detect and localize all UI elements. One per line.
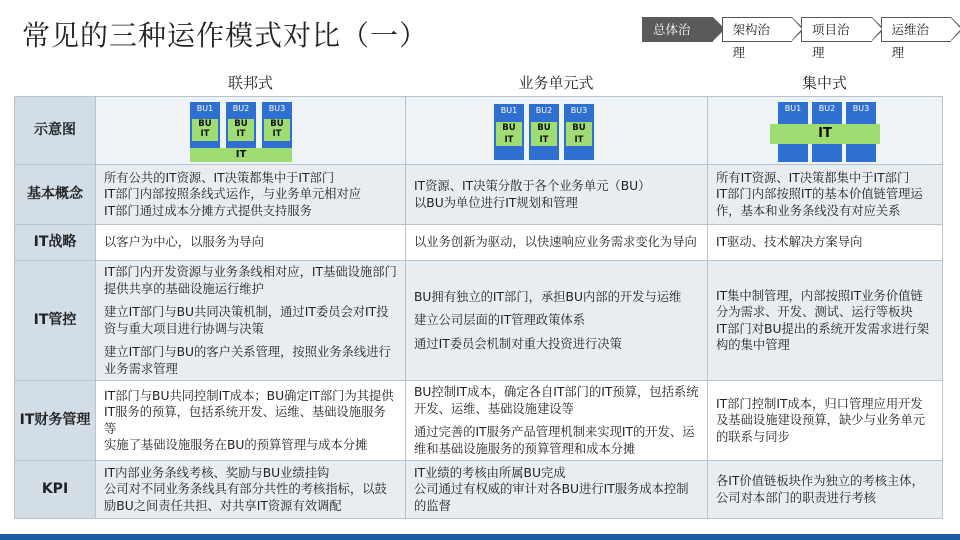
- federated-diagram: [96, 97, 406, 165]
- cell: [96, 461, 406, 519]
- cell-paragraph: BU拥有独立的IT部门，承担BU内部的开发与运维: [414, 289, 682, 304]
- business-unit-diagram: [406, 97, 708, 165]
- cell: [406, 381, 708, 461]
- table-row: [15, 461, 943, 519]
- cell-line: IT内部业务条线考核、奖励与BU业绩挂钩: [104, 465, 330, 480]
- comparison-table: [14, 96, 943, 519]
- page-title: 常见的三种运作模式对比（一）: [22, 19, 429, 52]
- cell: [96, 381, 406, 461]
- cell: [406, 165, 708, 225]
- cell: [96, 261, 406, 381]
- cell-line: IT部门对BU提出的系统开发需求进行架构的集中管理: [716, 321, 930, 352]
- table-row: [15, 381, 943, 461]
- footer-bar: [0, 534, 960, 540]
- cell-paragraph: 建立公司层面的IT管理政策体系: [414, 313, 585, 328]
- cell-paragraph: 建立IT部门与BU共同决策机制，通过IT委员会对IT投资与重大项目进行协调与决策: [104, 305, 389, 336]
- cell-line: IT部门通过成本分摊方式提供支持服务: [104, 203, 312, 218]
- nav-step-ops-governance[interactable]: 运维治理: [881, 17, 952, 42]
- cell: [406, 261, 708, 381]
- row-header: IT财务管理: [15, 381, 96, 461]
- bu-it-box: BU IT: [264, 119, 290, 141]
- cell: [406, 461, 708, 519]
- cell: [708, 261, 943, 381]
- cell-line: 以BU为单位进行IT规划和管理: [414, 195, 578, 210]
- table-row: [15, 97, 943, 165]
- cell-line: 所有IT资源、IT决策都集中于IT部门: [716, 170, 910, 185]
- cell-paragraph: 建立IT部门与BU的客户关系管理，按照业务条线进行业务需求管理: [104, 345, 391, 376]
- column-header-centralized: 集中式: [801, 74, 847, 92]
- cell-line: IT部门内部按照条线式运作，与业务单元相对应: [104, 187, 362, 202]
- row-header: KPI: [15, 461, 96, 519]
- cell: 以业务创新为驱动，以快速响应业务需求变化为导向: [406, 225, 708, 261]
- cell-line: 实施了基础设施服务在BU的预算管理与成本分摊: [104, 438, 368, 452]
- bu-box: BU2: [812, 102, 842, 116]
- cell: IT驱动、技术解决方案导向: [708, 225, 943, 261]
- centralized-diagram: [708, 97, 943, 165]
- row-header: IT管控: [15, 261, 96, 381]
- process-nav: [642, 17, 960, 60]
- bu-box: BU2: [529, 104, 559, 118]
- cell-line: IT资源、IT决策分散于各个业务单元（BU）: [414, 179, 651, 193]
- nav-step-overall-governance[interactable]: 总体治理: [642, 17, 713, 42]
- cell-line: IT集中制管理，内部按照IT业务价值链分为需求、开发、测试、运行等板块: [716, 288, 923, 319]
- row-header: 基本概念: [15, 165, 96, 225]
- cell-paragraph: 通过IT委员会机制对重大投资进行决策: [414, 336, 622, 351]
- cell-line: IT业绩的考核由所属BU完成: [414, 465, 566, 480]
- bu-it-box: BU IT: [228, 119, 254, 141]
- bu-box: BU1: [190, 102, 220, 116]
- bu-it-box: BU IT: [566, 122, 592, 146]
- cell-line: 公司通过有权威的审计对各BU进行IT服务成本控制的监督: [414, 482, 689, 513]
- cell-line: IT部门与BU共同控制IT成本；BU确定IT部门为其提供IT服务的预算，包括系统开发、运维、基础设施服务等: [104, 388, 394, 436]
- table-row: [15, 225, 943, 261]
- it-bar: IT: [770, 124, 880, 144]
- bu-box: BU3: [262, 102, 292, 116]
- column-header-federated: 联邦式: [227, 74, 273, 92]
- column-header-business-unit: 业务单元式: [518, 74, 594, 92]
- cell-line: 所有公共的IT资源、IT决策都集中于IT部门: [104, 170, 335, 185]
- cell: [96, 165, 406, 225]
- nav-step-project-governance[interactable]: 项目治理: [801, 17, 872, 42]
- it-bar: IT: [190, 148, 292, 162]
- cell-line: IT部门内部按照IT的基本价值链管理运作，基本和业务条线没有对应关系: [716, 187, 923, 218]
- cell-paragraph: IT部门内开发资源与业务条线相对应，IT基础设施部门提供共享的基础设施运行维护: [104, 265, 397, 296]
- cell-line: 公司对不同业务条线具有部分共性的考核指标，以鼓励BU之间责任共担、对共享IT资源有效调配: [104, 482, 387, 513]
- bu-box: BU3: [564, 104, 594, 118]
- cell-paragraph: BU控制IT成本，确定各自IT部门的IT预算，包括系统开发、运维、基础设施建设等: [414, 385, 699, 416]
- row-header: IT战略: [15, 225, 96, 261]
- cell: 各IT价值链板块作为独立的考核主体，公司对本部门的职责进行考核: [708, 461, 943, 519]
- bu-box: BU2: [226, 102, 256, 116]
- bu-box: BU1: [494, 104, 524, 118]
- bu-box: BU1: [778, 102, 808, 116]
- cell-paragraph: 通过完善的IT服务产品管理机制来实现IT的开发、运维和基础设施服务的预算管理和成本分摊: [414, 425, 695, 456]
- bu-box: BU3: [846, 102, 876, 116]
- bu-it-box: BU IT: [531, 122, 557, 146]
- table-row: [15, 165, 943, 225]
- cell: IT部门控制IT成本，归口管理应用开发及基础设施建设预算，缺少与业务单元的联系与同步: [708, 381, 943, 461]
- row-header: 示意图: [15, 97, 96, 165]
- bu-it-box: BU IT: [496, 122, 522, 146]
- bu-it-box: BU IT: [192, 119, 218, 141]
- cell: 以客户为中心，以服务为导向: [96, 225, 406, 261]
- cell: [708, 165, 943, 225]
- table-row: [15, 261, 943, 381]
- nav-step-architecture-governance[interactable]: 架构治理: [722, 17, 793, 42]
